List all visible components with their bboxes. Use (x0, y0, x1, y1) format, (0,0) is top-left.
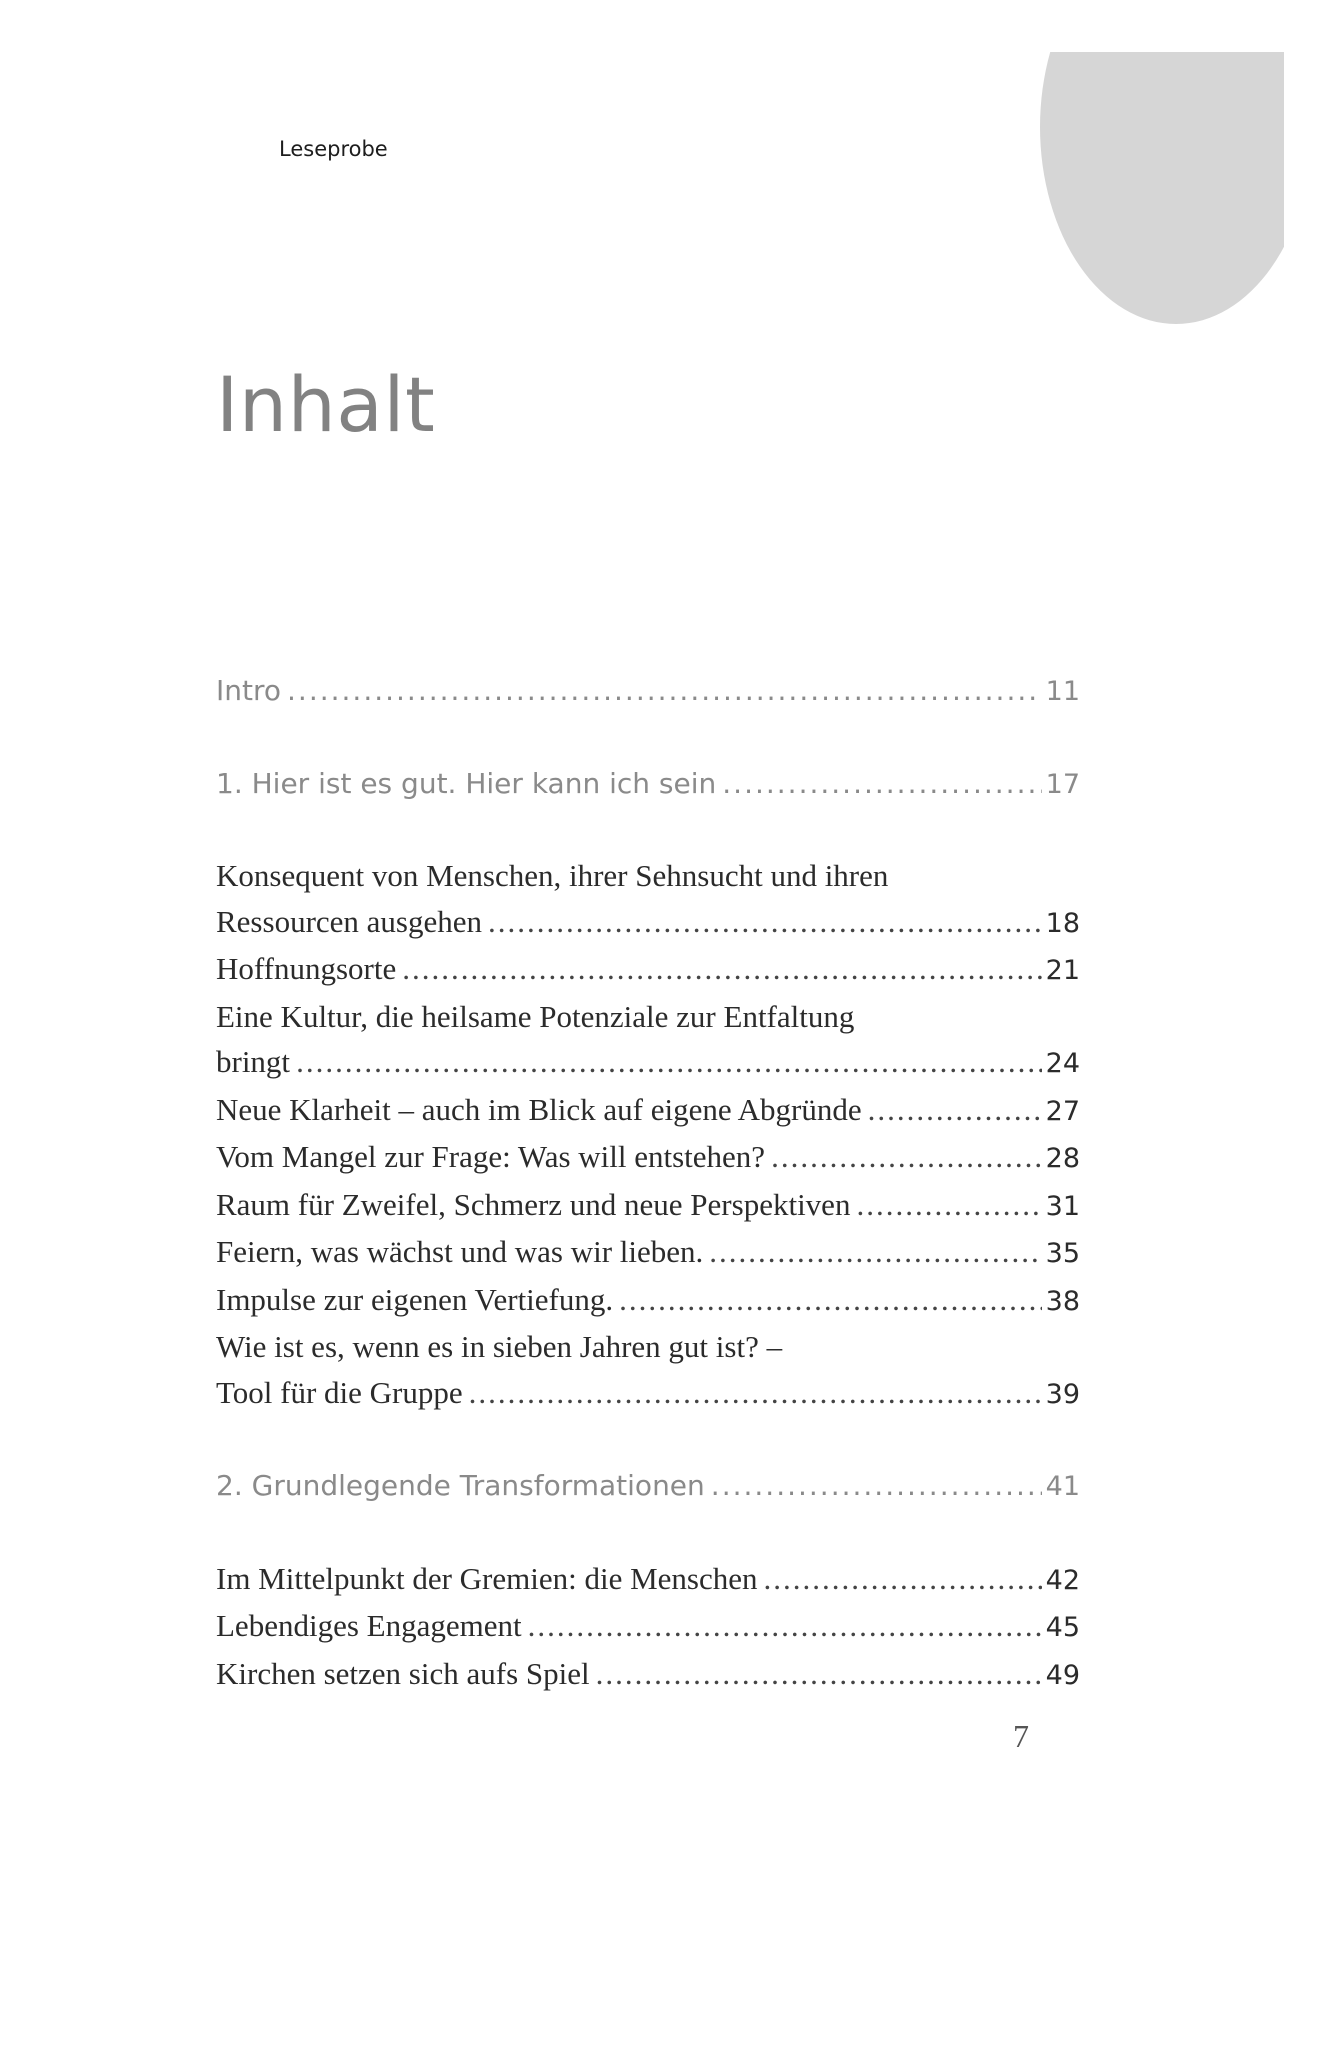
toc-entry[interactable] (216, 1134, 1080, 1182)
dot-leader (469, 1370, 1042, 1416)
toc-page-number: 35 (1045, 1238, 1080, 1269)
toc-chapter[interactable] (216, 668, 1080, 715)
dot-leader (868, 1087, 1042, 1133)
toc-chapter[interactable] (216, 761, 1080, 808)
toc-title: Feiern, was wächst und was wir lieben. (216, 1234, 704, 1269)
dot-leader (711, 1463, 1042, 1509)
toc-title-line: Eine Kultur, die heilsame Potenziale zur Entfaltung (216, 998, 855, 1034)
page-title: Inhalt (216, 360, 436, 449)
dot-leader (856, 1182, 1041, 1228)
toc-page-number: 18 (1045, 907, 1080, 939)
toc-entry[interactable] (216, 994, 1080, 1087)
toc-title: Im Mittelpunkt der Gremien: die Menschen (216, 1560, 758, 1596)
toc-entry[interactable] (216, 1651, 1080, 1699)
toc-title: Neue Klarheit – auch im Blick auf eigene Abgründe (216, 1091, 862, 1127)
dot-leader (402, 946, 1041, 992)
dot-leader (296, 1039, 1042, 1085)
toc-page-number: 39 (1045, 1378, 1080, 1410)
toc-page-number: 42 (1045, 1564, 1080, 1596)
toc-entry[interactable] (216, 1324, 1080, 1417)
toc-title: Kirchen setzen sich aufs Spiel (216, 1655, 590, 1691)
dot-leader (596, 1651, 1042, 1697)
toc-title: Tool für die Gruppe (216, 1374, 463, 1410)
toc-title: 2. Grundlegende Transformationen (216, 1469, 705, 1502)
dot-leader (764, 1556, 1042, 1602)
toc-title: Lebendiges Engagement (216, 1608, 522, 1643)
toc-title: Raum für Zweifel, Schmerz und neue Perspektiven (216, 1186, 851, 1222)
toc-title: Intro (216, 674, 282, 707)
dot-leader (488, 899, 1042, 945)
toc-page-number: 45 (1045, 1612, 1080, 1643)
toc-entry[interactable] (216, 1182, 1080, 1230)
table-of-contents (216, 668, 1080, 1698)
toc-entry[interactable] (216, 1087, 1080, 1135)
toc-entry[interactable] (216, 1603, 1080, 1651)
toc-page-number: 41 (1045, 1471, 1080, 1502)
toc-title: Vom Mangel zur Frage: Was will entstehen? (216, 1139, 766, 1174)
dot-leader (528, 1603, 1042, 1649)
toc-title-line: Konsequent von Menschen, ihrer Sehnsucht und ihren (216, 858, 889, 893)
toc-page-number: 49 (1045, 1659, 1080, 1691)
page-number: 7 (1013, 1718, 1029, 1754)
toc-page-number: 38 (1045, 1285, 1080, 1317)
toc-chapter[interactable] (216, 1463, 1080, 1510)
toc-title: Impulse zur eigenen Vertiefung. (216, 1281, 614, 1317)
toc-title: Ressourcen ausgehen (216, 903, 482, 939)
dot-leader (722, 761, 1041, 807)
toc-page-number: 27 (1045, 1095, 1080, 1127)
toc-entry[interactable] (216, 1229, 1080, 1277)
dot-leader (287, 668, 1042, 714)
dot-leader (771, 1134, 1042, 1180)
toc-title-line: Wie ist es, wenn es in sieben Jahren gut ist? – (216, 1329, 783, 1364)
toc-page-number: 17 (1045, 768, 1080, 800)
toc-title: Hoffnungsorte (216, 951, 397, 986)
toc-page-number: 28 (1045, 1143, 1080, 1174)
toc-entry[interactable] (216, 853, 1080, 946)
toc-page-number: 11 (1045, 676, 1080, 707)
toc-page-number: 31 (1045, 1190, 1080, 1222)
dot-leader (709, 1229, 1041, 1275)
toc-page-number: 24 (1045, 1048, 1080, 1079)
leseprobe-label: Leseprobe (279, 137, 388, 161)
dot-leader (619, 1277, 1042, 1323)
decorative-circle (1040, 52, 1284, 324)
toc-page-number: 21 (1045, 955, 1080, 986)
toc-title: 1. Hier ist es gut. Hier kann ich sein (216, 766, 717, 800)
toc-title: bringt (216, 1044, 291, 1079)
toc-entry[interactable] (216, 1277, 1080, 1325)
toc-entry[interactable] (216, 1556, 1080, 1604)
toc-entry[interactable] (216, 946, 1080, 994)
